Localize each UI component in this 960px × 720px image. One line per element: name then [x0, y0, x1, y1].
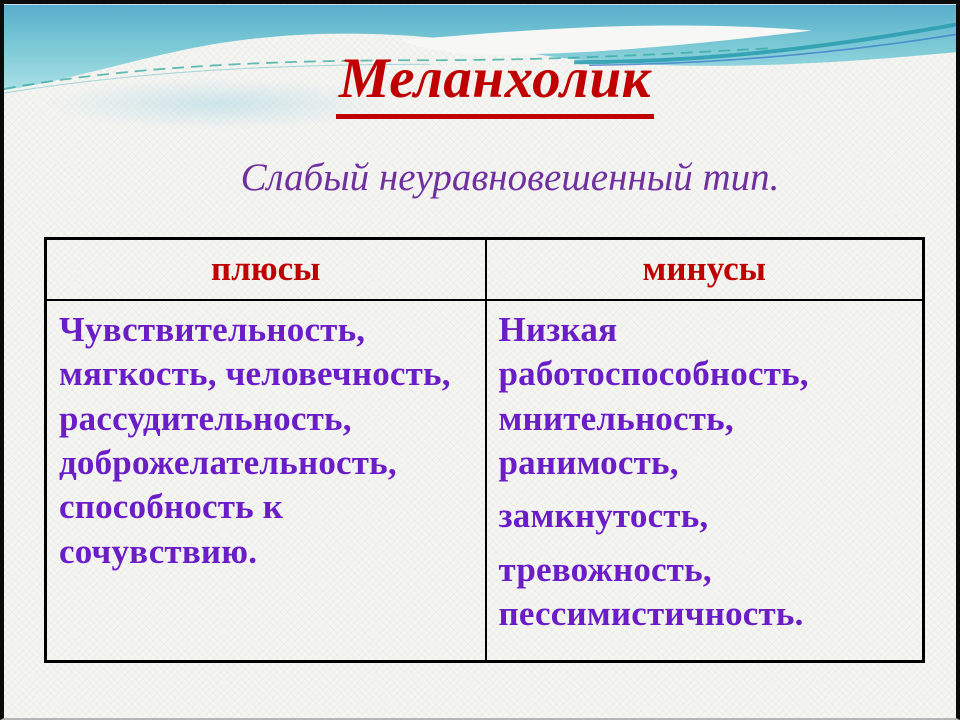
table-body-row	[46, 300, 924, 662]
page-title	[34, 48, 956, 119]
cell-minuses	[486, 300, 924, 662]
table-header-row	[46, 238, 924, 300]
header-pluses: плюсы	[46, 238, 486, 300]
cell-pluses	[46, 300, 486, 662]
header-minuses: минусы	[486, 238, 924, 300]
page-subtitle: Слабый неуравновешенный тип.	[240, 155, 780, 199]
traits-table	[44, 237, 925, 663]
page-title-text: Меланхолик	[336, 48, 654, 119]
pluses-text: Чувствительность, мягкость, человечность, рассудительность, доброжелательность, способность к сочувствию.	[59, 309, 451, 571]
minuses-paragraph-3: тревожность, пессимистичность.	[498, 549, 804, 634]
minuses-paragraph-2: замкнутость,	[498, 496, 709, 536]
minuses-paragraph-1: Низкая работоспособность, мнительность, ранимость,	[498, 309, 809, 482]
